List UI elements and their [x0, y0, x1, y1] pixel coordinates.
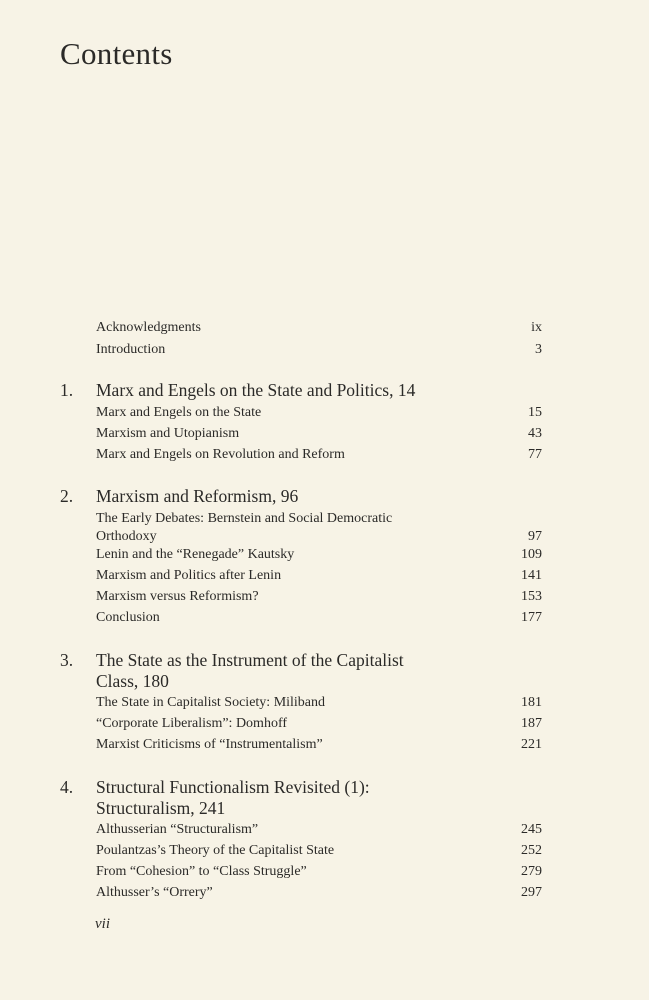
toc-entry-introduction[interactable]	[96, 341, 542, 359]
toc-entry-acknowledgments[interactable]	[96, 319, 542, 337]
toc-entry-page: 245	[521, 822, 542, 837]
chapter-number: 3.	[60, 650, 74, 670]
toc-entry-label: Marxism versus Reformism?	[96, 589, 259, 604]
toc-entry[interactable]	[96, 609, 542, 627]
toc-entry-page: 181	[521, 695, 542, 710]
toc-entry-page: 252	[521, 843, 542, 858]
toc-entry-label: Marx and Engels on the State	[96, 405, 262, 420]
toc-entry[interactable]	[96, 425, 542, 443]
toc-entry[interactable]	[96, 588, 542, 606]
toc-entry-page: 153	[521, 589, 542, 604]
toc-entry-page: 177	[521, 610, 542, 625]
chapter-number: 4.	[60, 777, 74, 797]
toc-entry-page: 97	[528, 529, 542, 544]
toc-entry-label: “Corporate Liberalism”: Domhoff	[96, 716, 288, 731]
chapter-title: Structural Functionalism Revisited (1):	[96, 777, 370, 797]
toc-entry[interactable]	[96, 546, 542, 564]
toc-entry-continued-line[interactable]	[96, 510, 542, 528]
chapter-number: 2.	[60, 486, 74, 506]
toc-entry-page: 109	[521, 547, 542, 562]
toc-entry-label: Althusserian “Structuralism”	[96, 822, 259, 837]
chapter-title: The State as the Instrument of the Capitalist	[96, 650, 404, 670]
toc-entry[interactable]	[96, 842, 542, 860]
toc-entry-label: Marx and Engels on Revolution and Reform	[96, 447, 345, 462]
toc-entry-label: Marxism and Utopianism	[96, 426, 240, 441]
toc-entry-label: Marxist Criticisms of “Instrumentalism”	[96, 737, 323, 752]
toc-entry[interactable]	[96, 821, 542, 839]
toc-entry-page: ix	[531, 320, 542, 335]
toc-entry[interactable]	[96, 715, 542, 733]
chapter-title: Structuralism, 241	[96, 798, 226, 818]
toc-entry-page: 77	[528, 447, 542, 462]
toc-entry[interactable]	[96, 446, 542, 464]
toc-entry[interactable]	[96, 863, 542, 881]
toc-entry[interactable]	[96, 884, 542, 902]
toc-entry-label: Marxism and Politics after Lenin	[96, 568, 282, 583]
page-title: Contents	[60, 36, 173, 71]
toc-entry[interactable]	[96, 694, 542, 712]
toc-entry-page: 3	[535, 342, 542, 357]
toc-entry[interactable]	[96, 567, 542, 585]
chapter-number: 1.	[60, 380, 74, 400]
toc-entry-label: Althusser’s “Orrery”	[96, 885, 213, 900]
toc-entry-page: 43	[528, 426, 542, 441]
toc-entry-label: Poulantzas’s Theory of the Capitalist State	[96, 843, 335, 858]
toc-entry-label: Acknowledgments	[96, 320, 201, 335]
page-folio: vii	[95, 916, 110, 932]
toc-entry-label: From “Cohesion” to “Class Struggle”	[96, 864, 307, 879]
toc-entry-label: Orthodoxy	[96, 529, 157, 544]
chapter-title: Class, 180	[96, 671, 169, 691]
toc-entry[interactable]	[96, 528, 542, 546]
toc-entry-label: Introduction	[96, 342, 166, 357]
toc-entry-page: 141	[521, 568, 542, 583]
chapter-title: Marxism and Reformism, 96	[96, 486, 299, 506]
toc-entry-page: 187	[521, 716, 542, 731]
toc-entry[interactable]	[96, 404, 542, 422]
toc-entry-page: 221	[521, 737, 542, 752]
toc-entry-label: The State in Capitalist Society: Miliband	[96, 695, 326, 710]
toc-entry[interactable]	[96, 736, 542, 754]
chapter-title: Marx and Engels on the State and Politics, 14	[96, 380, 416, 400]
toc-entry-page: 297	[521, 885, 542, 900]
toc-entry-label: The Early Debates: Bernstein and Social Democratic	[96, 511, 393, 526]
toc-entry-label: Lenin and the “Renegade” Kautsky	[96, 547, 295, 562]
toc-entry-page: 279	[521, 864, 542, 879]
toc-entry-page: 15	[528, 405, 542, 420]
toc-entry-label: Conclusion	[96, 610, 160, 625]
